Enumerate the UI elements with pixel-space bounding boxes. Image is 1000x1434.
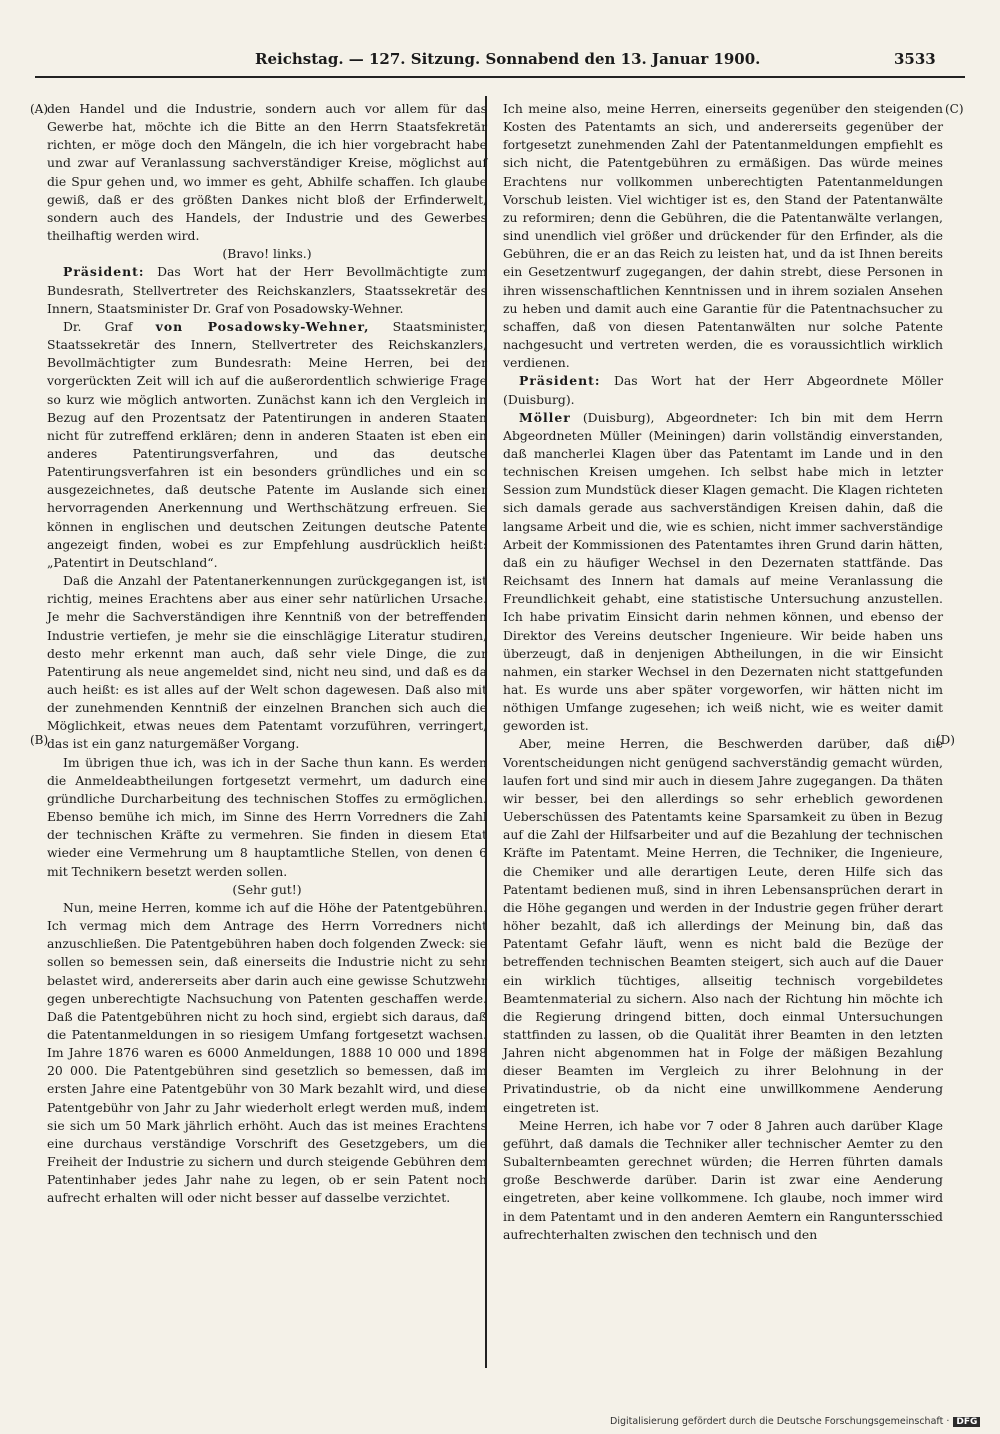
page-header [0,50,1000,72]
page-number: 3533 [894,50,936,68]
paragraph [47,263,487,317]
paragraph: Im übrigen thue ich, was ich in der Sache thun kann. Es werden die Anmeldeabtheilungen fortgesetzt vermehrt, um dadurch eine gründliche Durcharbeitung des technischen Stoffes zu ermöglichen. Ebenso bemühe ich mich, im Sinne des Herrn Vorredners die Zahl der technischen Kräfte zu vermehren. Sie finden in diesem Etat wieder eine Vermehrung um 8 hauptamtliche Stellen, von denen 6 mit Technikern besetzt werden sollen. [47,754,487,879]
margin-marker-b: (B) [30,733,49,747]
paragraph: Ich meine also, meine Herren, einerseits gegenüber den steigenden Kosten des Patentamts an sich, und andererseits gegenüber der fortgesetzt zunehmenden Zahl der Patentanmeldungen empfiehlt es sich nicht, die Patentgebühren zu ermäßigen. Das würde meines Erachtens nur vollkommen unberechtigten Patentanmeldungen Vorschub leisten. Viel wichtiger ist es, den Stand der Patentanwälte zu reformiren; denn die Gebühren, die die Patentanwälte verlangen, sind unendlich viel größer und drückender für den Erfinder, als die Gebühren, die er an das Reich zu leisten hat, und da ist Ihnen bereits ein Gesetzentwurf zugegangen, der dahin strebt, diese Personen in ihren wissenschaftlichen Kenntnissen und in ihrem sozialen Ansehen zu heben und damit auch eine Garantie für die Patentnachsucher zu schaffen, daß von diesen Patentanwälten nur solche Patente nachgesucht und vertreten werden, die es voraussichtlich wirklich verdienen. [503,101,943,371]
paragraph-text: (Duisburg), Abgeordneter: Ich bin mit dem Herrn Abgeordneten Müller (Meiningen) darin vollständig einverstanden, daß mancherlei Klagen über das Patentamt im Lande und in den technischen Kreisen umgehen. Ich selbst habe mich in letzter Session zum Mundstück dieser Klagen gemacht. Die Klagen richteten sich damals gerade aus sachverständigen Kreisen dahin, daß die langsame Arbeit und die, wie es schien, nicht immer sachverständige Arbeit der Kommissionen des Patentamtes ihren Grund darin hätten, daß ein zu häufiger Wechsel in den Dezernaten stattfände. Das Reichsamt des Innern hat damals auf meine Veranlassung die Freundlichkeit gehabt, eine statistische Untersuchung anzustellen. Ich habe privatim Einsicht darin nehmen können, und ebenso der Direktor des Vereins deutscher Ingenieure. Wir beide haben uns überzeugt, daß in denjenigen Abtheilungen, in die wir Einsicht nahmen, ein starker Wechsel in den Dezernaten nicht stattgefunden hat. Es wurde uns aber später vorgeworfen, wir hätten nicht im nöthigen Umfange zugesehen; ich weiß nicht, wie es weiter damit geworden ist. [503,409,943,734]
interjection: (Sehr gut!) [232,881,302,897]
speaker-name: von Posadowsky-Wehner, [155,318,370,334]
speaker-name: Präsident: [519,373,601,389]
running-title: Reichstag. — 127. Sitzung. Sonnabend den 13. Januar 1900. [255,50,761,68]
paragraph: Meine Herren, ich habe vor 7 oder 8 Jahren auch darüber Klage geführt, daß damals die Techniker aller technischer Aemter zu den Subalternbeamten gerechnet würden; die Herren führten damals große Beschwerde darüber. Darin ist zwar eine Aenderung eingetreten, aber keine vollkommene. Ich glaube, noch immer wird in dem Patentamt und in den anderen Aemtern ein Ranguntersschied aufrechterhalten zwischen den technisch und den [503,1117,943,1242]
paragraph-text: Das Wort hat der Herr Bevollmächtigte zum Bundesrath, Stellvertreter des Reichskanzlers, Staatssekretär des Innern, Staatsminister Dr. Graf von Posadowsky-Wehner. [47,264,487,316]
paragraph [503,409,943,736]
interjection: (Bravo! links.) [222,246,312,262]
margin-marker-c: (C) [945,102,964,116]
speaker-prefix: Dr. Graf [63,318,156,334]
header-rule [35,76,965,78]
credit-text: Digitalisierung gefördert durch die Deutsche Forschungsgemeinschaft · [610,1416,950,1427]
paragraph-text: Staatsminister, Staatssekretär des Innern, Stellvertreter des Reichskanzlers, Bevollmächtigter zum Bundesrath: Meine Herren, bei der vorgerückten Zeit will ich auf die außerordentlich schwierige Frage so kurz wie möglich antworten. Zunächst kann ich den Vergleich in Bezug auf den Prozentsatz der Patentirungen in anderen Staaten nicht für zutreffend erklären; denn in anderen Staaten ist eben ein anderes Patentirungsverfahren, und das deutsche Patentirungsverfahren ist ein besonders gründliches und ein so ausgezeichnetes, daß deutsche Patente im Auslande sich einer hervorragenden Anerkennung und Werthschätzung erfreuen. Sie können in englischen und deutschen Zeitungen deutsche Patente angezeigt finden, wobei es zur Empfehlung ausdrücklich heißt: „Patentirt in Deutschland“. [47,318,487,570]
paragraph [503,372,943,408]
paragraph-text: Das Wort hat der Herr Abgeordnete Möller (Duisburg). [503,373,943,407]
right-column [503,100,943,1244]
margin-marker-a: (A) [30,102,49,116]
dfg-logo: DFG [953,1417,980,1427]
speaker-name: Möller [519,409,571,425]
paragraph: Daß die Anzahl der Patentanerkennungen zurückgegangen ist, ist richtig, meines Erachtens aber aus einer sehr natürlichen Ursache. Je mehr die Sachverständigen ihre Kenntniß von der betreffenden Industrie vertiefen, je mehr sie die einschlägige Literatur studiren, desto mehr erkennt man auch, daß sehr viele Dinge, die zur Patentirung als neue angemeldet sind, nicht neu sind, und daß es da auch heißt: es ist alles auf der Welt schon dagewesen. Daß also mit der zunehmenden Kenntniß der einzelnen Branchen sich auch die Möglichkeit, etwas neues dem Patentamt vorzuführen, verringert, das ist ein ganz naturgemäßer Vorgang. [47,573,487,752]
paragraph: den Handel und die Industrie, sondern auch vor allem für das Gewerbe hat, möchte ich die Bitte an den Herrn Staatsfekretär richten, er möge doch den Mängeln, die ich hier vorgebracht habe und zwar auf Veranlassung sachverständiger Kreise, möglichst auf die Spur gehen und, wo immer es geht, Abhilfe schaffen. Ich glaube gewiß, daß er des größten Dankes nicht bloß der Erfinderwelt, sondern auch des Handels, der Industrie und des Gewerbes theilhaftig werden wird. [47,101,487,244]
left-column [47,100,487,1208]
paragraph: Aber, meine Herren, die Beschwerden darüber, daß die Vorentscheidungen nicht genügend sachverständig gemacht würden, laufen fort und sind mir auch in diesem Jahre zugegangen. Da thäten wir besser, bei den allerdings so sehr erheblich gewordenen Ueberschüssen des Patentamts keine Sparsamkeit zu üben in Bezug auf die Zahl der Hilfsarbeiter und auf die Bezahlung der technischen Kräfte im Patentamt. Meine Herren, die Techniker, die Ingenieure, die Chemiker und alle derartigen Leute, deren Hilfe sich das Patentamt bedienen muß, sind in ihren Lebensansprüchen derart in die Höhe gegangen und werden in der Industrie gegen früher derart höher bezahlt, daß ich allerdings der Meinung bin, daß das Patentamt Gefahr läuft, wenn es nicht bald die Bezüge der betreffenden technischen Beamten steigert, sich auch auf die Dauer ein wirklich tüchtiges, allseitig technisch vorgebildetes Beamtenmaterial zu sichern. Also nach der Richtung hin möchte ich die Regierung dringend bitten, doch einmal Untersuchungen stattfinden zu lassen, ob die Qualität ihrer Beamten in den letzten Jahren nicht abgenommen hat in Folge der mäßigen Bezahlung dieser Beamten im Vergleich zu ihrer Belohnung in der Privatindustrie, ob da nicht eine unwillkommene Aenderung eingetreten ist. [503,736,943,1115]
paragraph [47,318,487,572]
digitization-credit [610,1416,978,1430]
margin-marker-d: (D) [936,733,955,747]
paragraph: Nun, meine Herren, komme ich auf die Höhe der Patentgebühren. Ich vermag mich dem Antrage des Herrn Vorredners nicht anzuschließen. Die Patentgebühren haben doch folgenden Zweck: sie sollen so bemessen sein, daß einerseits die Industrie nicht zu sehr belastet wird, andererseits aber darin auch eine gewisse Schutzwehr gegen unberechtigte Nachsuchung von Patenten geschaffen werde. Daß die Patentgebühren nicht zu hoch sind, ergiebt sich daraus, daß die Patentanmeldungen in so riesigem Umfang fortgesetzt wachsen. Im Jahre 1876 waren es 6000 Anmeldungen, 1888 10 000 und 1898 20 000. Die Patentgebühren sind gesetzlich so bemessen, daß im ersten Jahre eine Patentgebühr von 30 Mark bezahlt wird, und diese Patentgebühr von Jahr zu Jahr wiederholt erlegt werden muß, indem sie sich um 50 Mark jährlich erhöht. Auch das ist meines Erachtens eine durchaus verständige Vorschrift des Gesetzgebers, um die Freiheit der Industrie zu sichern und durch steigende Gebühren dem Patentinhaber jedes Jahr nahe zu legen, ob er sein Patent noch aufrecht erhalten will oder nicht besser auf dasselbe verzichtet. [47,899,487,1206]
speaker-name: Präsident: [63,264,145,280]
